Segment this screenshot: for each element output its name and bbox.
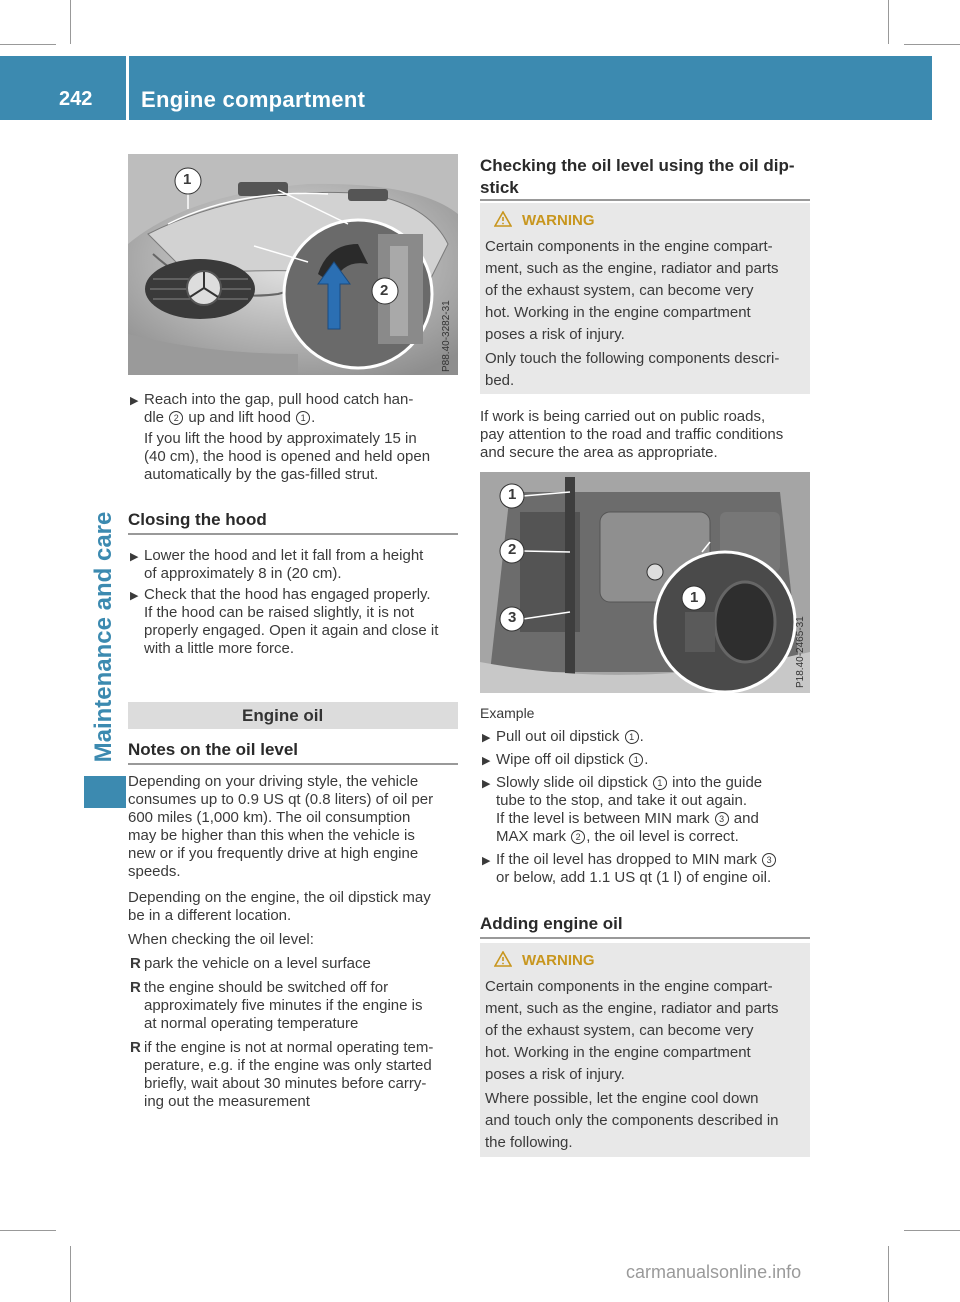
watermark: carmanualsonline.info [626, 1262, 802, 1282]
heading-rule [480, 199, 810, 201]
bullet-r-icon: R [130, 1039, 141, 1056]
step-insert-dipstick: ▶ Slowly slide oil dipstick 1 into the guide tube to the stop, and take it out again. If the level is between MIN mark 3 and MAX mark 2 , the oil level is correct. [482, 774, 763, 845]
step-arrow-icon: ▶ [482, 855, 491, 867]
crop-mark [0, 44, 56, 45]
crop-mark [888, 0, 889, 44]
engine-bay-photo [480, 472, 810, 693]
hood-photo [128, 154, 458, 375]
step-arrow-icon: ▶ [482, 732, 491, 744]
heading-closing-hood: Closing the hood [128, 510, 267, 529]
crop-mark [0, 1230, 56, 1231]
callout-2: 2 [508, 541, 517, 558]
note-line: If you lift the hood by approximately 15 in [144, 430, 417, 447]
image-code: P88.40-3282-31 [441, 300, 452, 372]
side-tab-marker [84, 776, 126, 808]
callout-1: 1 [183, 171, 192, 188]
side-tab-label: Maintenance and care [90, 511, 117, 762]
list-item: R if the engine is not at normal operating tem- perature, e.g. if the engine was only started briefly, wait about 30 minutes before carry- ing out the measurement [130, 1039, 434, 1110]
crop-mark [70, 1246, 71, 1302]
section-side-tab [84, 495, 124, 778]
warning-text: Where possible, let the engine cool down and touch only the components described in the following. [485, 1090, 779, 1151]
list-item: R the engine should be switched off for approximately five minutes if the engine is at normal operating temperature [130, 979, 423, 1032]
step-arrow-icon: ▶ [482, 778, 491, 790]
heading-notes-oil-level: Notes on the oil level [128, 740, 299, 759]
page-number: 242 [59, 88, 93, 110]
warning-title: WARNING [522, 952, 595, 969]
warning-triangle-icon [494, 211, 512, 227]
step-open-hood: ▶ Reach into the gap, pull hood catch han- dle 2 up and lift hood 1 . [130, 391, 414, 426]
step-check-hood: ▶ Check that the hood has engaged properly. If the hood can be raised slightly, it is not properly engaged. Open it again and close it with a little more force. [130, 586, 439, 657]
step-arrow-icon: ▶ [130, 395, 139, 407]
crop-mark [888, 1246, 889, 1302]
step-add-oil-min: ▶ If the oil level has dropped to MIN mark 3 or below, add 1.1 US qt (1 l) of engine oil. [496, 851, 777, 887]
caption-example: Example [480, 705, 535, 721]
heading-rule [128, 533, 458, 535]
crop-mark [70, 0, 71, 44]
page-title: Engine compartment [141, 87, 366, 112]
callout-1: 1 [508, 486, 517, 503]
header-divider [126, 56, 129, 120]
note-line: automatically by the gas-filled strut. [144, 466, 379, 483]
step-wipe-dipstick: ▶ Wipe off oil dipstick 1 . [482, 751, 649, 768]
crop-mark [904, 44, 960, 45]
step-arrow-icon: ▶ [130, 551, 139, 563]
step-pull-dipstick: ▶ Pull out oil dipstick 1 . [482, 728, 644, 745]
step-arrow-icon: ▶ [482, 755, 491, 767]
page-header [0, 56, 932, 120]
note-line: (40 cm), the hood is opened and held open [144, 448, 431, 465]
warning-title: WARNING [522, 212, 595, 229]
list-item: R park the vehicle on a level surface [130, 955, 371, 972]
step-arrow-icon: ▶ [130, 590, 139, 602]
image-code: P18.40-2465-31 [795, 616, 806, 688]
bullet-r-icon: R [130, 979, 141, 996]
callout-2: 2 [380, 282, 389, 299]
oil-consumption-text: Depending on your driving style, the vehicle consumes up to 0.9 US qt (0.8 liters) of oil per 600 miles (1,000 km). The oil consumption may be higher than this when the vehicle is new or if you frequently drive at high engine speeds. [128, 773, 434, 880]
callout-3: 3 [508, 609, 517, 626]
step-lower-hood: ▶ Lower the hood and let it fall from a height of approximately 8 in (20 cm). [130, 547, 424, 582]
heading-rule [128, 763, 458, 765]
warning-triangle-icon [494, 951, 512, 967]
heading-rule [480, 937, 810, 939]
warning-text: Certain components in the engine compart- ment, such as the engine, radiator and parts of the exhaust system, can become very hot. Working in the engine compartment poses a risk of injury. [485, 978, 779, 1083]
checking-intro: When checking the oil level: [128, 931, 314, 948]
dipstick-location-text: Depending on the engine, the oil dipstick may be in a different location. [128, 889, 431, 924]
section-title-engine-oil: Engine oil [242, 706, 324, 725]
warning-text: Only touch the following components descri- bed. [485, 350, 780, 389]
heading-adding-oil: Adding engine oil [480, 914, 623, 933]
crop-mark [904, 1230, 960, 1231]
warning-text: Certain components in the engine compart- ment, such as the engine, radiator and parts of the exhaust system, can become very hot. Working in the engine compartment poses a risk of injury. [485, 238, 779, 343]
bullet-r-icon: R [130, 955, 141, 972]
callout-1-detail: 1 [690, 589, 699, 606]
public-roads-text: If work is being carried out on public roads, pay attention to the road and traffic conditions and secure the area as appropriate. [480, 408, 784, 461]
heading-dipstick: Checking the oil level using the oil dip- stick [480, 156, 795, 197]
